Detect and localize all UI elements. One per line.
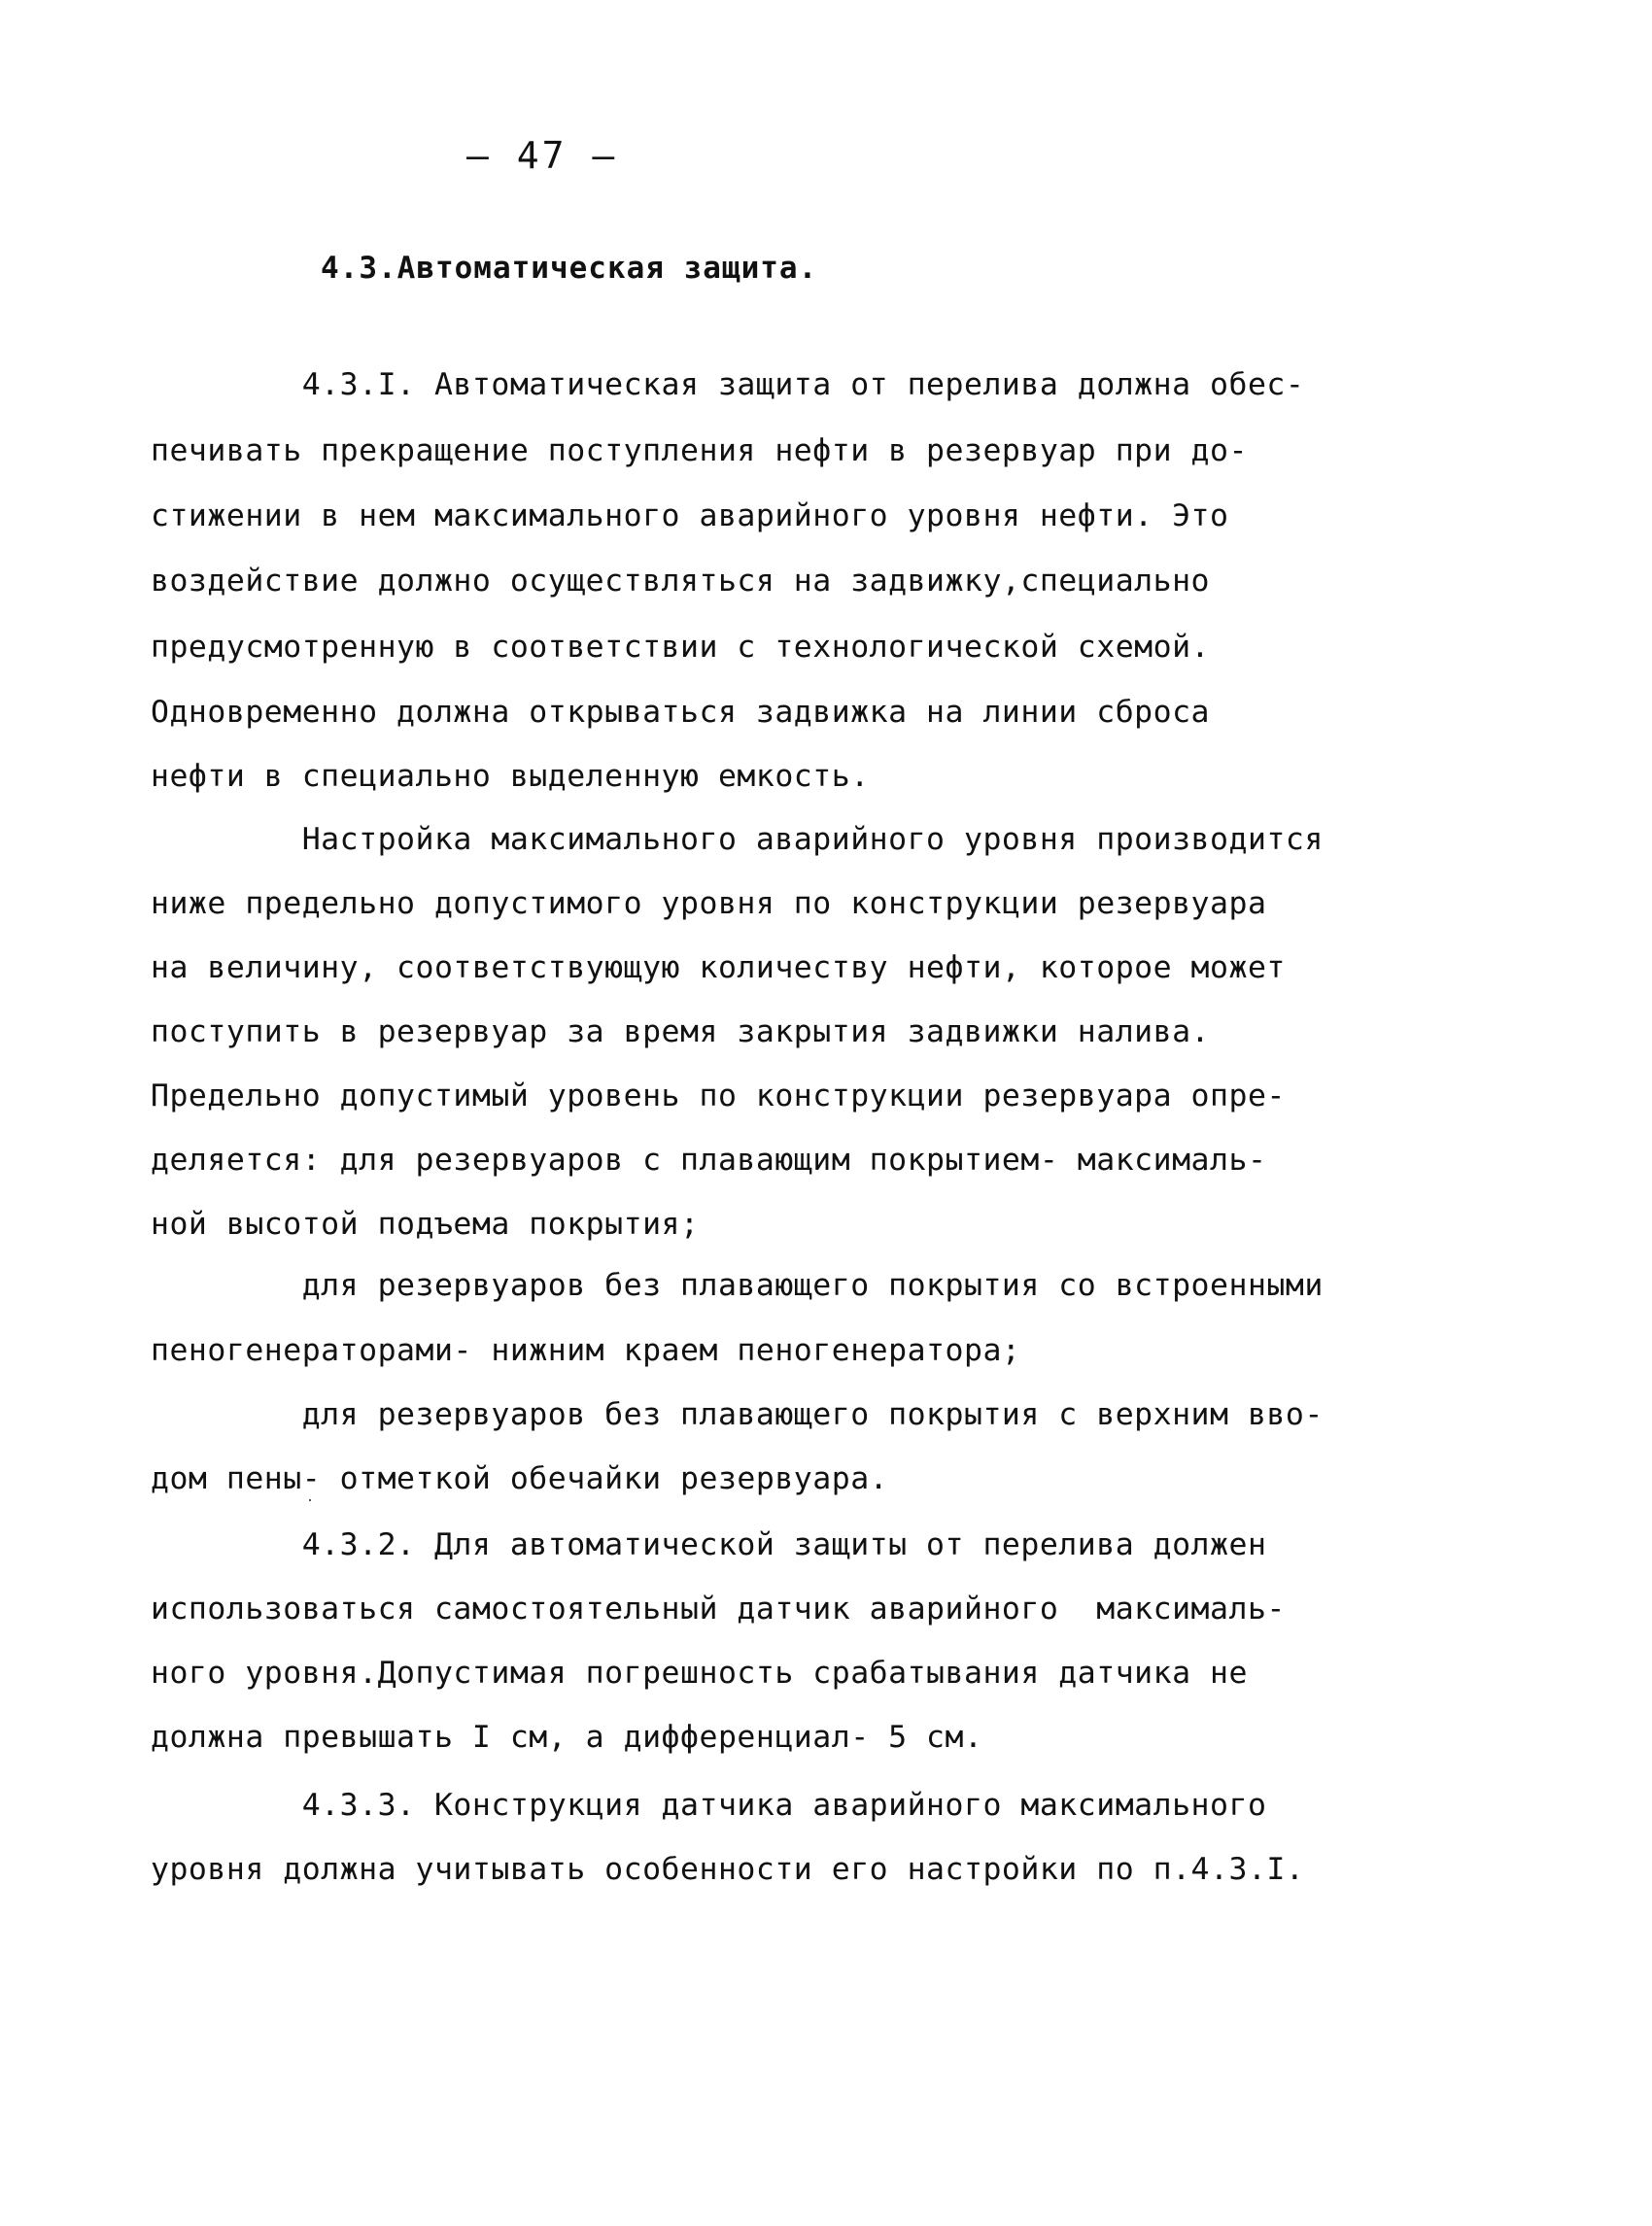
text-line: 4.3.2. Для автоматической защиты от перелива должен: [151, 1527, 1267, 1562]
text-line: Настройка максимального аварийного уровня производится: [151, 822, 1324, 857]
text-line: для резервуаров без плавающего покрытия с верхним вво-: [151, 1397, 1324, 1432]
text-line: ниже предельно допустимого уровня по конструкции резервуара: [151, 886, 1267, 921]
text-line: на величину, соответствующую количеству нефти, которое может: [151, 950, 1286, 985]
text-line: должна превышать I см, а дифференциал- 5 см.: [151, 1720, 983, 1755]
text-line: Предельно допустимый уровень по конструкции резервуара опре-: [151, 1079, 1286, 1113]
text-line: пеногенераторами- нижним краем пеногенератора;: [151, 1333, 1021, 1368]
text-line: воздействие должно осуществляться на задвижку,специально: [151, 564, 1211, 599]
text-line: печивать прекращение поступления нефти в резервуар при до-: [151, 433, 1248, 468]
text-line: деляется: для резервуаров с плавающим покрытием- максималь-: [151, 1143, 1267, 1178]
text-line: для резервуаров без плавающего покрытия со встроенными: [151, 1268, 1324, 1303]
text-line: стижении в нем максимального аварийного уровня нефти. Это: [151, 498, 1229, 533]
text-line: нефти в специально выделенную емкость.: [151, 759, 870, 794]
page-number: – 47 –: [466, 134, 618, 177]
text-line: предусмотренную в соответствии с технологической схемой.: [151, 630, 1211, 665]
text-line: ной высотой подъема покрытия;: [151, 1207, 700, 1242]
text-line: использоваться самостоятельный датчик аварийного максималь-: [151, 1592, 1286, 1627]
text-line: поступить в резервуар за время закрытия задвижки налива.: [151, 1014, 1211, 1049]
text-line: ного уровня.Допустимая погрешность срабатывания датчика не: [151, 1656, 1248, 1691]
text-line: 4.3.3. Конструкция датчика аварийного максимального: [151, 1788, 1267, 1823]
text-line: Одновременно должна открываться задвижка на линии сброса: [151, 695, 1211, 730]
section-title: 4.3.Автоматическая защита.: [321, 251, 818, 286]
text-line: дом пены- отметкой обечайки резервуара.: [151, 1461, 889, 1496]
scan-speck: [309, 1499, 311, 1501]
text-line: 4.3.I. Автоматическая защита от перелива должна обес-: [151, 367, 1305, 402]
text-line: уровня должна учитывать особенности его настройки по п.4.3.I.: [151, 1852, 1305, 1887]
